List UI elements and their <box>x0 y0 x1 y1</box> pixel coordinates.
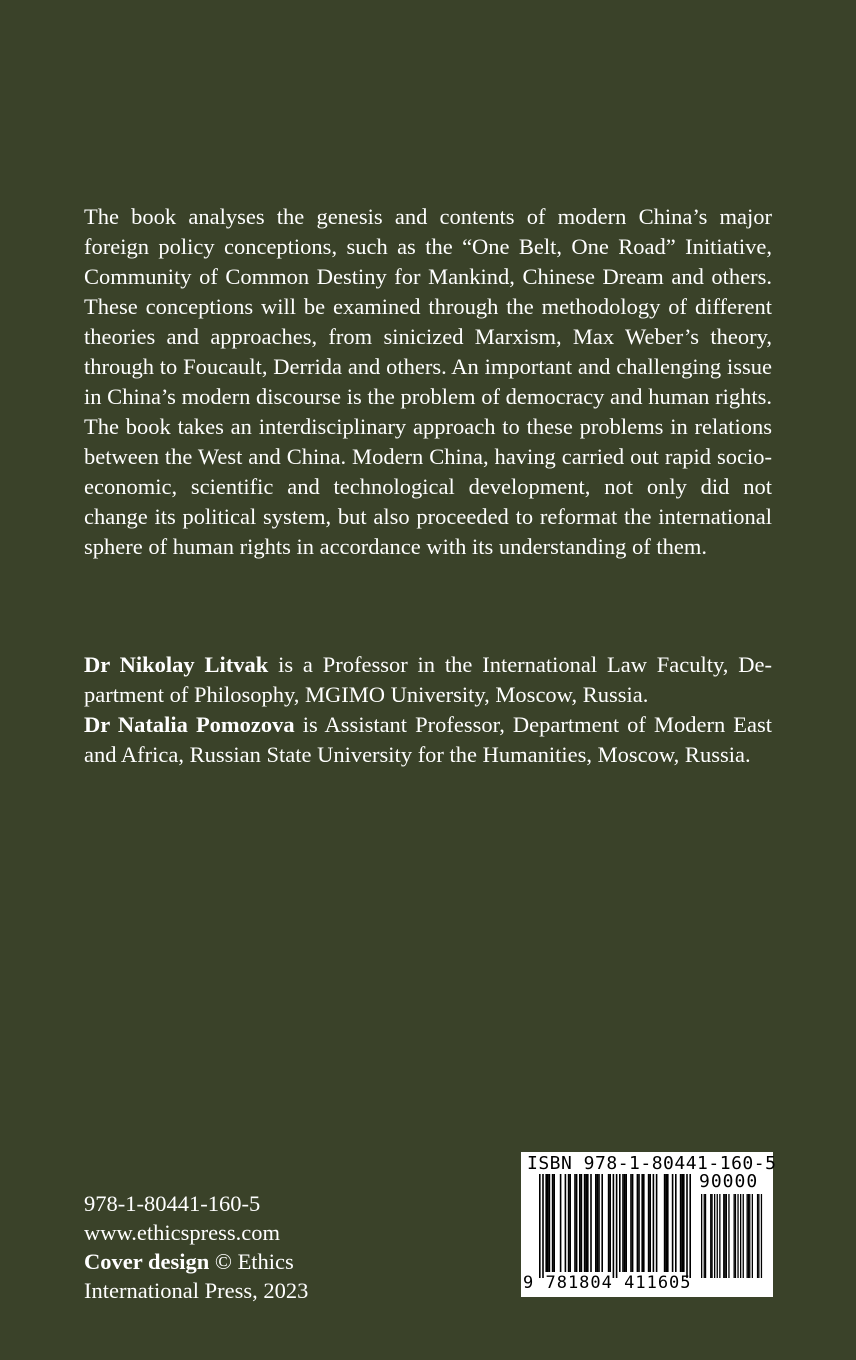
barcode-addon-bar <box>761 1194 762 1278</box>
barcode-bar <box>608 1174 610 1272</box>
barcode-bar <box>598 1174 600 1272</box>
barcode-bar <box>641 1174 643 1272</box>
barcode-bar <box>675 1174 677 1272</box>
barcode-ean-digits: 9 781804 411605 <box>523 1273 692 1293</box>
barcode-bar <box>653 1174 655 1272</box>
barcode-addon-bar <box>749 1194 750 1278</box>
barcode-addon-bar <box>710 1194 711 1278</box>
barcode-bar <box>664 1174 666 1272</box>
barcode-bar <box>585 1174 587 1272</box>
barcode-bar <box>656 1174 658 1272</box>
barcode-bar <box>683 1174 685 1272</box>
author-name: Dr Nikolay Litvak <box>84 652 269 677</box>
barcode-addon-bar <box>740 1194 741 1278</box>
barcode-addon-bar <box>711 1194 712 1278</box>
barcode-bar <box>568 1174 570 1272</box>
barcode-bar <box>616 1174 618 1278</box>
barcode-addon-bar <box>714 1194 715 1278</box>
isbn-text: 978-1-80441-160-5 <box>84 1191 261 1216</box>
barcode-bar <box>680 1174 682 1272</box>
barcode-bar <box>574 1174 576 1272</box>
barcode-bar <box>609 1174 611 1272</box>
barcode-addon-bar <box>705 1194 706 1278</box>
barcode-addon-bar <box>747 1194 748 1278</box>
barcode-bar <box>648 1174 650 1272</box>
barcode-bar <box>649 1174 651 1272</box>
barcode-addon-bar <box>728 1194 729 1278</box>
barcode-bar <box>601 1174 603 1272</box>
book-description: The book analyses the genesis and contents of modern China’s major foreign policy conceptions, such as the “One Belt, One Road” Initiative, Community of Common Destiny for Mankind, Chinese Dream and others. These conceptions will be examined through the methodology of different theories and approaches, from sinicized Marxism, Max Weber’s theory, through to Foucault, Derrida and others. An important and challenging issue in China’s modern discourse is the problem of democracy and human rights. The book takes an interdisciplinary approach to these problems in relations between the West and China. Modern China, having carried out rapid socio-economic, scientific and technological development, not only did not change its political system, but also proceeded to reformat the international sphere of human rights in accordance with its understanding of them. <box>84 204 772 559</box>
barcode-bar <box>584 1174 586 1272</box>
barcode-bar <box>597 1174 599 1272</box>
barcode-addon-bar <box>758 1194 759 1278</box>
publisher-year: International Press, 2023 <box>84 1278 309 1303</box>
barcode-addon-bar <box>748 1194 749 1278</box>
barcode-bar <box>595 1174 597 1272</box>
barcode-bar <box>622 1174 624 1272</box>
barcode-bar <box>672 1174 674 1272</box>
barcode-bar <box>637 1174 639 1272</box>
barcode-bar <box>632 1174 634 1272</box>
author-bio-1 <box>84 650 772 710</box>
barcode-addon-bar <box>724 1194 725 1278</box>
barcode-addon-bar <box>717 1194 718 1278</box>
barcode-addon-bar <box>752 1194 753 1278</box>
barcode-bar <box>553 1174 555 1272</box>
barcode-bar <box>547 1174 549 1272</box>
barcode-addon-bar <box>719 1194 720 1278</box>
barcode-bar <box>579 1174 581 1272</box>
barcode-addon-bar <box>704 1194 705 1278</box>
barcode-bar <box>545 1174 547 1272</box>
barcode-bar <box>539 1174 541 1278</box>
colophon <box>84 1189 308 1305</box>
author-description: is Assistant Professor, Department of Modern East and Africa, Russian State University for the Humanities, Moscow, Russia. <box>84 712 772 767</box>
author-description: is a Professor in the International Law Faculty, Department of Philosophy, MGIMO University, Moscow, Russia. <box>84 652 772 707</box>
barcode-bar <box>686 1174 688 1278</box>
barcode-addon-number: 90000 <box>699 1171 759 1192</box>
barcode-bar <box>552 1174 554 1272</box>
barcode-addon-bar <box>726 1194 727 1278</box>
barcode-bar <box>625 1174 627 1272</box>
barcode-isbn-label: ISBN 978-1-80441-160-5 <box>527 1153 777 1174</box>
barcode-bar <box>630 1174 632 1272</box>
website-text: www.ethicspress.com <box>84 1220 280 1245</box>
barcode-addon-bar <box>734 1194 735 1278</box>
cover-credit-rest: © Ethics <box>209 1249 294 1274</box>
barcode-bar <box>665 1174 667 1272</box>
barcode-bar <box>681 1174 683 1272</box>
barcode-bar <box>643 1174 645 1272</box>
barcode-bar <box>576 1174 578 1272</box>
author-name: Dr Natalia Pomozova <box>84 712 295 737</box>
barcode-bar <box>549 1174 551 1272</box>
barcode-bar <box>613 1174 615 1278</box>
isbn-barcode <box>521 1152 777 1297</box>
barcode-addon-bar <box>743 1194 744 1278</box>
barcode-bar <box>581 1174 583 1272</box>
barcode-bar <box>619 1174 621 1272</box>
barcode-bar <box>624 1174 626 1272</box>
cover-credit <box>84 1247 308 1276</box>
barcode-bar <box>587 1174 589 1272</box>
barcode-bar <box>569 1174 571 1272</box>
barcode-bar <box>590 1174 592 1272</box>
barcode-bar <box>560 1174 562 1272</box>
barcode-addon-bar <box>723 1194 724 1278</box>
barcode-addon-bar <box>701 1194 702 1278</box>
barcode-addon-bar <box>757 1194 758 1278</box>
cover-label: Cover design <box>84 1249 210 1274</box>
barcode-bar <box>565 1174 567 1272</box>
barcode-bar <box>689 1174 691 1278</box>
author-bio-2 <box>84 710 772 770</box>
barcode-bar <box>638 1174 640 1272</box>
barcode-bar <box>542 1174 544 1278</box>
barcode-bar <box>667 1174 669 1272</box>
barcode-addon-bar <box>735 1194 736 1278</box>
barcode-addon-bar <box>737 1194 738 1278</box>
